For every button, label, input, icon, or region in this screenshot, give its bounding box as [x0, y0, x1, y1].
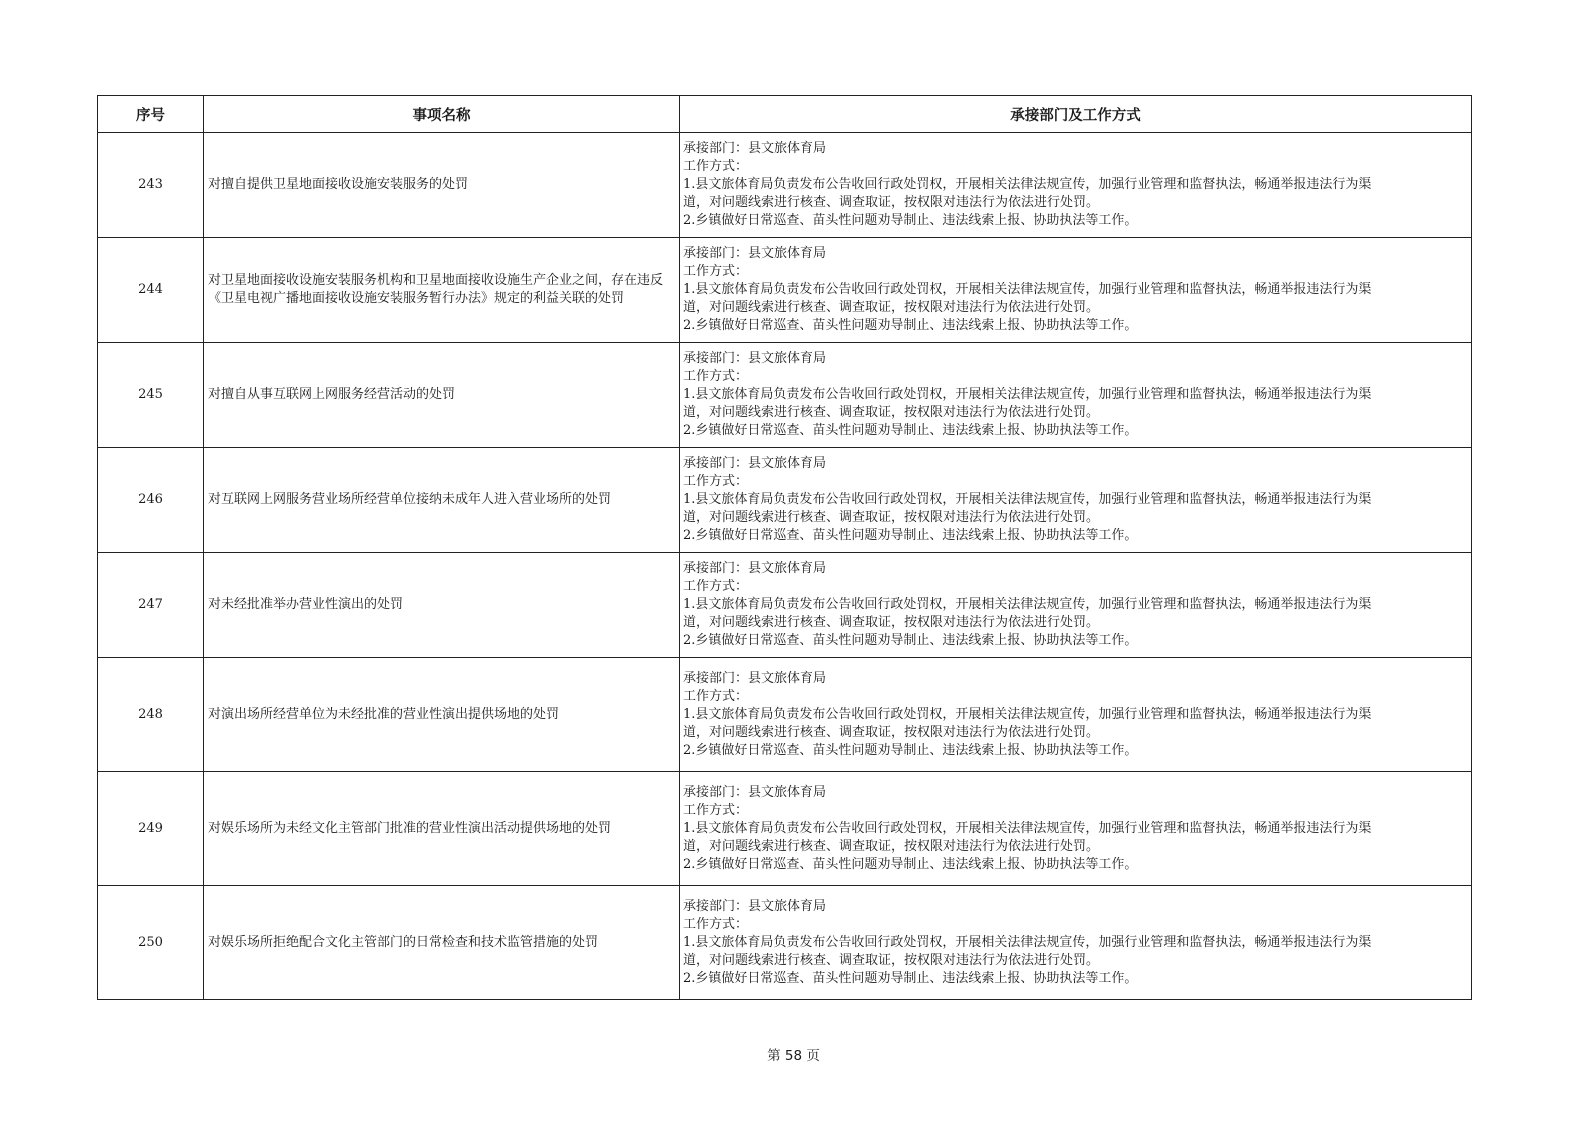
table-row [98, 133, 1472, 238]
dept-line: 工作方式： [683, 474, 749, 489]
dept-line: 工作方式： [683, 579, 749, 594]
dept-line: 工作方式： [683, 688, 749, 704]
dept-line: 道，对问题线索进行核查、调查取证，按权限对违法行为依法进行处罚。 [683, 838, 1100, 854]
matter-name-cell [204, 238, 680, 343]
seq-cell: 243 [98, 133, 204, 238]
dept-line: 承接部门：县文旅体育局 [683, 561, 827, 576]
dept-line: 2.乡镇做好日常巡查、苗头性问题劝导制止、违法线索上报、协助执法等工作。 [683, 633, 1138, 648]
dept-line: 承接部门：县文旅体育局 [683, 141, 827, 156]
seq-cell: 248 [98, 658, 204, 772]
table-row [98, 448, 1472, 553]
dept-line: 承接部门：县文旅体育局 [683, 898, 827, 914]
dept-line: 2.乡镇做好日常巡查、苗头性问题劝导制止、违法线索上报、协助执法等工作。 [683, 970, 1138, 986]
table-row [98, 238, 1472, 343]
matters-table [97, 95, 1472, 1000]
seq-cell: 245 [98, 343, 204, 448]
table-header-row [98, 96, 1472, 133]
dept-line: 1.县文旅体育局负责发布公告收回行政处罚权，开展相关法律法规宣传，加强行业管理和监督执法，畅通举报违法行为渠 [683, 282, 1372, 297]
dept-line: 道，对问题线索进行核查、调查取证，按权限对违法行为依法进行处罚。 [683, 952, 1100, 968]
dept-line: 1.县文旅体育局负责发布公告收回行政处罚权，开展相关法律法规宣传，加强行业管理和监督执法，畅通举报违法行为渠 [683, 934, 1372, 950]
matter-name-cell: 对擅自提供卫星地面接收设施安装服务的处罚 [204, 133, 680, 238]
dept-line: 承接部门：县文旅体育局 [683, 670, 827, 686]
dept-line: 承接部门：县文旅体育局 [683, 351, 827, 366]
dept-line: 工作方式： [683, 369, 749, 384]
dept-cell [680, 658, 1472, 772]
dept-line: 1.县文旅体育局负责发布公告收回行政处罚权，开展相关法律法规宣传，加强行业管理和监督执法，畅通举报违法行为渠 [683, 492, 1372, 507]
dept-line: 承接部门：县文旅体育局 [683, 784, 827, 800]
table-row [98, 553, 1472, 658]
dept-line: 工作方式： [683, 802, 749, 818]
header-dept: 承接部门及工作方式 [680, 96, 1472, 133]
dept-line: 承接部门：县文旅体育局 [683, 456, 827, 471]
dept-line: 2.乡镇做好日常巡查、苗头性问题劝导制止、违法线索上报、协助执法等工作。 [683, 318, 1138, 333]
dept-cell [680, 238, 1472, 343]
dept-line: 承接部门：县文旅体育局 [683, 246, 827, 261]
dept-line: 2.乡镇做好日常巡查、苗头性问题劝导制止、违法线索上报、协助执法等工作。 [683, 742, 1138, 758]
seq-cell: 246 [98, 448, 204, 553]
matter-name-cell: 对娱乐场所为未经文化主管部门批准的营业性演出活动提供场地的处罚 [204, 772, 680, 886]
dept-line: 道，对问题线索进行核查、调查取证，按权限对违法行为依法进行处罚。 [683, 724, 1100, 740]
seq-cell: 250 [98, 886, 204, 1000]
dept-line: 工作方式： [683, 159, 749, 174]
header-name: 事项名称 [204, 96, 680, 133]
dept-line: 道，对问题线索进行核查、调查取证，按权限对违法行为依法进行处罚。 [683, 300, 1100, 315]
dept-line: 1.县文旅体育局负责发布公告收回行政处罚权，开展相关法律法规宣传，加强行业管理和监督执法，畅通举报违法行为渠 [683, 820, 1372, 836]
table-row [98, 658, 1472, 772]
dept-line: 工作方式： [683, 916, 749, 932]
dept-line: 2.乡镇做好日常巡查、苗头性问题劝导制止、违法线索上报、协助执法等工作。 [683, 213, 1138, 228]
dept-cell [680, 133, 1472, 238]
matter-name-cell: 对娱乐场所拒绝配合文化主管部门的日常检查和技术监管措施的处罚 [204, 886, 680, 1000]
dept-cell [680, 343, 1472, 448]
dept-line: 1.县文旅体育局负责发布公告收回行政处罚权，开展相关法律法规宣传，加强行业管理和监督执法，畅通举报违法行为渠 [683, 706, 1372, 722]
dept-line: 道，对问题线索进行核查、调查取证，按权限对违法行为依法进行处罚。 [683, 510, 1100, 525]
dept-line: 工作方式： [683, 264, 749, 279]
table-row [98, 772, 1472, 886]
dept-line: 道，对问题线索进行核查、调查取证，按权限对违法行为依法进行处罚。 [683, 195, 1100, 210]
table-row [98, 343, 1472, 448]
matter-name-cell: 对擅自从事互联网上网服务经营活动的处罚 [204, 343, 680, 448]
dept-line: 1.县文旅体育局负责发布公告收回行政处罚权，开展相关法律法规宣传，加强行业管理和监督执法，畅通举报违法行为渠 [683, 597, 1372, 612]
table-row [98, 886, 1472, 1000]
matter-name-cell: 对未经批准举办营业性演出的处罚 [204, 553, 680, 658]
seq-cell: 244 [98, 238, 204, 343]
dept-line: 1.县文旅体育局负责发布公告收回行政处罚权，开展相关法律法规宣传，加强行业管理和监督执法，畅通举报违法行为渠 [683, 387, 1372, 402]
dept-line: 2.乡镇做好日常巡查、苗头性问题劝导制止、违法线索上报、协助执法等工作。 [683, 423, 1138, 438]
page-number: 第 58 页 [767, 1048, 820, 1064]
dept-cell [680, 886, 1472, 1000]
dept-cell [680, 448, 1472, 553]
header-seq: 序号 [98, 96, 204, 133]
dept-line: 道，对问题线索进行核查、调查取证，按权限对违法行为依法进行处罚。 [683, 405, 1100, 420]
seq-cell: 249 [98, 772, 204, 886]
dept-line: 1.县文旅体育局负责发布公告收回行政处罚权，开展相关法律法规宣传，加强行业管理和监督执法，畅通举报违法行为渠 [683, 177, 1372, 192]
dept-line: 2.乡镇做好日常巡查、苗头性问题劝导制止、违法线索上报、协助执法等工作。 [683, 528, 1138, 543]
seq-cell: 247 [98, 553, 204, 658]
matter-name-text: 对卫星地面接收设施安装服务机构和卫星地面接收设施生产企业之间，存在违反《卫星电视广播地面接收设施安装服务暂行办法》规定的利益关联的处罚 [208, 273, 664, 306]
dept-cell [680, 772, 1472, 886]
dept-line: 2.乡镇做好日常巡查、苗头性问题劝导制止、违法线索上报、协助执法等工作。 [683, 856, 1138, 872]
dept-line: 道，对问题线索进行核查、调查取证，按权限对违法行为依法进行处罚。 [683, 615, 1100, 630]
dept-cell [680, 553, 1472, 658]
matter-name-cell: 对演出场所经营单位为未经批准的营业性演出提供场地的处罚 [204, 658, 680, 772]
matter-name-cell: 对互联网上网服务营业场所经营单位接纳未成年人进入营业场所的处罚 [204, 448, 680, 553]
